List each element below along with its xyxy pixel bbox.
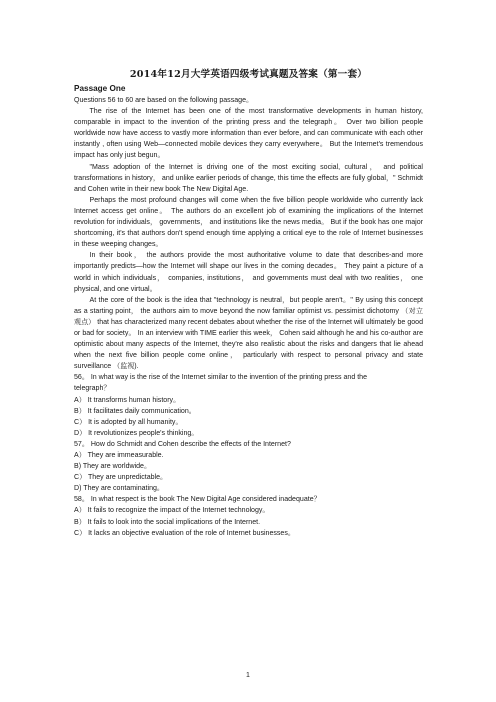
question-56-option-b: B） It facilitates daily communication。 [74,407,196,415]
question-56-option-a: A） It transforms human history。 [74,396,181,404]
passage-paragraph-4: In their book， the authors provide the most authoritative volume to date that describes-and more importantly predicts—how the Internet will shape our lives in the coming decades。 They paint a picture of a world in which individuals， companies, institutions， and governments must deal with two realities， one physical, and one virtual。 [74,252,423,293]
passage-paragraph-5: At the core of the book is the idea that "technology is neutral，but people aren't。" By using this concept as a starting point， the authors aim to move beyond the now familiar optimist vs. pessimist dichotomy （对立观点） that has characterized many recent debates about whether the rise of the Internet will ultimately be good or bad for society。 In an interview with TIME earlier this week， Cohen said although he and his co-author are optimistic about many aspects of the Internet, they're also realistic about the risks and dangers that lie ahead when the next five billion people come online， particularly with respect to personal privacy and state surveillance （监视). [74,296,423,371]
passage-paragraph-3: Perhaps the most profound changes will come when the five billion people worldwide who currently lack Internet access get online。 The authors do an excellent job of examining the implications of the Internet revolution for individuals， governments， and institutions like the news media。 But if the book has one major shortcoming, it's that authors don't spend enough time applying a critical eye to the role of Internet businesses in these weeping changes。 [74,196,423,249]
question-57-option-a: A） They are immeasurable. [74,452,164,459]
question-56-option-d: D） It revolutionizes people's thinking。 [74,429,199,437]
page-number: 1 [246,672,250,679]
question-57-option-d: D) They are contaminating。 [74,485,164,493]
passage-paragraph-1: The rise of the Internet has been one of the most transformative developments in human history, comparable in impact to the invention of the printing press and the telegraph。 Over two billion people worldwide now have access to vastly more information than ever before, and can communicate with each other instantly , often using Web—connected mobile devices they carry everywhere。 But the Internet's tremendous impact has only just begun。 [74,108,423,160]
question-58-option-a: A） It fails to recognize the impact of the Internet technology。 [74,507,270,515]
question-58-option-b: B） It fails to look into the social implications of the Internet. [74,518,261,526]
question-57-stem: 57。 How do Schmidt and Cohen describe the effects of the Internet? [74,440,291,448]
question-56-option-c: C） It is adopted by all humanity。 [74,418,183,426]
document-title: 2014年12月大学英语四级考试真题及答案（第一套） [129,69,368,80]
question-58-option-c: C） It lacks an objective evaluation of the role of Internet businesses。 [74,529,295,537]
passage-paragraph-2: "Mass adoption of the Internet is driving one of the most exciting social, cultural， and political transformations in history， and unlike earlier periods of change, this time the effects are fully global，" Schmidt and Cohen write in their new book The New Digital Age. [74,163,423,193]
question-56-stem-line-2: telegraph？ [74,385,111,393]
instruction-text: Questions 56 to 60 are based on the following passage。 [74,97,254,104]
question-57-option-b: B) They are worldwide。 [74,463,152,471]
section-heading: Passage One [74,84,126,93]
question-57-option-c: C） They are unpredictable。 [74,474,168,482]
question-56-stem-line-1: 56。 In what way is the rise of the Internet similar to the invention of the printing press and the [74,374,367,382]
question-58-stem: 58。 In what respect is the book The New Digital Age considered inadequate？ [74,496,321,504]
page-content [74,68,423,539]
